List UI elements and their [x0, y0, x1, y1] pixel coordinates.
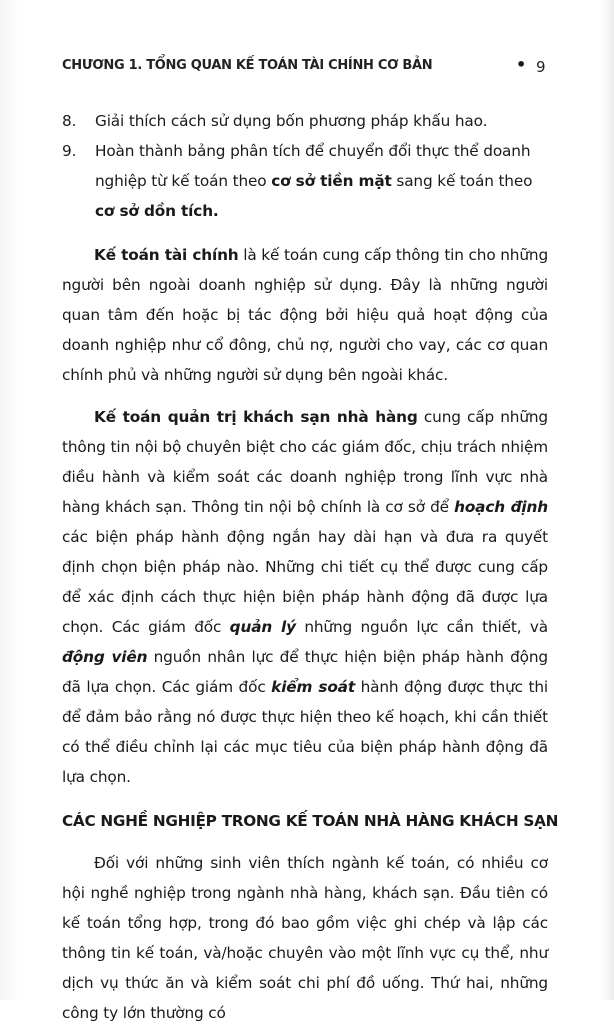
list-text [95, 136, 548, 226]
bold-term-accrual-basis: cơ sở dồn tích. [95, 202, 219, 220]
list-text: Giải thích cách sử dụng bốn phương pháp khấu hao. [95, 112, 488, 130]
emphasis-managing: quản lý [229, 618, 296, 636]
header-bullet: • [516, 55, 527, 74]
running-header [62, 55, 550, 82]
paragraph-text: cung cấp những thông tin nội bộ chuyên biệt cho các giám đốc, chịu trách nhiệm điều hành và kiểm soát các doanh nghiệp trong lĩnh vực nhà hàng khách sạn. Thông tin nội bộ chính là cơ sở để [62, 408, 548, 516]
paragraph-text: là kế toán cung cấp thông tin cho những người bên ngoài doanh nghiệp sử dụng. Đây là những người quan tâm đến hoặc bị tác động bởi hiệu quả hoạt động của doanh nghiệp như cổ đông, chủ nợ, người cho vay, các cơ quan chính phủ và những người sử dụng bên ngoài khác. [62, 246, 549, 384]
paragraph-text: hành động được thực thi để đảm bảo rằng nó được thực hiện theo kế hoạch, khi cần thiết có thể điều chỉnh lại các mục tiêu của biện pháp hành động đã lựa chọn. [62, 678, 548, 786]
paragraph-text: Đối với những sinh viên thích ngành kế toán, có nhiều cơ hội nghề nghiệp trong ngành nhà hàng, khách sạn. Đầu tiên có kế toán tổng hợp, trong đó bao gồm việc ghi chép và lập các thông tin kế toán, và/hoặc chuyên vào một lĩnh vực cụ thể, như dịch vụ thức ăn và kiểm soát chi phí đồ uống. Thứ hai, những công ty lớn thường có [62, 854, 548, 1022]
paragraph-text: các biện pháp hành động ngắn hay dài hạn và đưa ra quyết định chọn biện pháp nào. Những chi tiết cụ thể được cung cấp để xác định cách thực hiện biện pháp hành động đã được lựa chọn. Các giám đốc [62, 528, 548, 636]
paragraph-careers [62, 848, 548, 1028]
bold-term-cash-basis: cơ sở tiền mặt [271, 172, 392, 190]
emphasis-motivating: động viên [62, 648, 148, 666]
paragraph-text: những nguồn lực cần thiết, và [295, 618, 548, 636]
bold-term-financial-accounting: Kế toán tài chính [94, 246, 239, 264]
chapter-title: CHƯƠNG 1. TỔNG QUAN KẾ TOÁN TÀI CHÍNH CƠ BẢN [62, 58, 433, 73]
page-body [62, 106, 559, 1028]
list-item-8 [62, 106, 548, 136]
list-number: 8. [62, 112, 77, 130]
emphasis-controlling: kiểm soát [271, 678, 356, 696]
paragraph-text: nguồn nhân lực để thực hiện biện pháp hành động đã lựa chọn. Các giám đốc [62, 648, 548, 696]
list-text-part: sang kế toán theo [391, 172, 533, 190]
list-text-part: Hoàn thành bảng phân tích để chuyển đổi thực thể doanh nghiệp từ kế toán theo [95, 142, 531, 190]
paragraph-management-accounting [62, 402, 548, 792]
bold-term-management-accounting: Kế toán quản trị khách sạn nhà hàng [94, 408, 418, 426]
list-item-9 [62, 136, 548, 226]
list-number: 9. [62, 142, 77, 160]
emphasis-planning: hoạch định [454, 498, 548, 516]
paragraph-financial-accounting [62, 240, 548, 390]
section-heading: CÁC NGHỀ NGHIỆP TRONG KẾ TOÁN NHÀ HÀNG KHÁCH SẠN [62, 812, 559, 830]
page-number: 9 [536, 58, 546, 76]
